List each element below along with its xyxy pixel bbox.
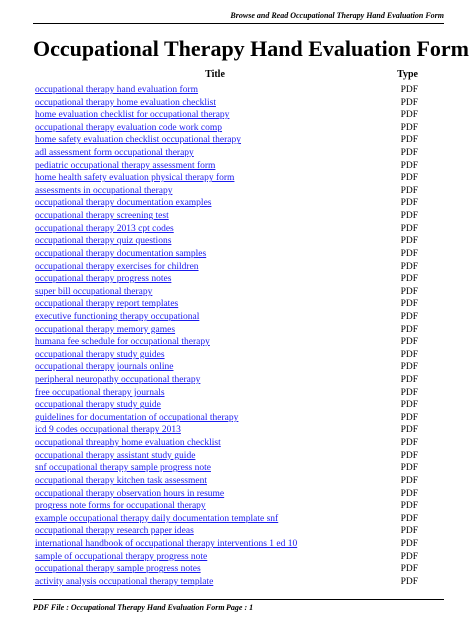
document-link[interactable]: occupational therapy observation hours in resume	[35, 488, 225, 499]
table-row	[35, 134, 418, 147]
document-link[interactable]: occupational therapy research paper ideas	[35, 526, 194, 537]
document-type: PDF	[400, 576, 418, 587]
table-row	[35, 172, 418, 185]
header-running-title: Browse and Read Occupational Therapy Hand Evaluation Form	[230, 11, 444, 20]
table-row	[35, 248, 418, 261]
document-type: PDF	[400, 362, 418, 373]
document-type: PDF	[400, 400, 418, 411]
document-type: PDF	[400, 425, 418, 436]
table-row	[35, 513, 418, 526]
document-link[interactable]: occupational therapy assistant study guide	[35, 450, 196, 461]
document-type: PDF	[400, 148, 418, 159]
table-row	[35, 311, 418, 324]
document-type: PDF	[400, 85, 418, 95]
table-row	[35, 538, 418, 551]
document-type: PDF	[400, 564, 418, 575]
document-link[interactable]: occupational therapy evaluation code work comp	[35, 122, 223, 133]
document-link[interactable]: humana fee schedule for occupational therapy	[35, 337, 210, 348]
table-row	[35, 349, 418, 362]
footer-page-label: Page : 1	[226, 603, 254, 612]
header-rule	[33, 23, 444, 24]
table-row	[35, 122, 418, 135]
document-type: PDF	[400, 324, 418, 335]
document-link[interactable]: occupational therapy memory games	[35, 324, 176, 335]
document-link[interactable]: example occupational therapy daily documentation template snf	[35, 513, 279, 524]
table-rows	[35, 84, 418, 588]
document-table	[35, 67, 418, 588]
document-link[interactable]: snf occupational therapy sample progress note	[35, 463, 211, 474]
table-row	[35, 551, 418, 564]
document-link[interactable]: activity analysis occupational therapy template	[35, 576, 214, 587]
document-link[interactable]: adl assessment form occupational therapy	[35, 148, 194, 159]
table-row	[35, 286, 418, 299]
table-header	[35, 67, 418, 81]
document-type: PDF	[400, 412, 418, 423]
table-row	[35, 450, 418, 463]
document-type: PDF	[400, 551, 418, 562]
document-type: PDF	[400, 501, 418, 512]
document-link[interactable]: guidelines for documentation of occupational therapy	[35, 412, 239, 423]
table-row	[35, 399, 418, 412]
table-row	[35, 197, 418, 210]
document-link[interactable]: executive functioning therapy occupational	[35, 311, 200, 322]
table-row	[35, 488, 418, 501]
table-row	[35, 437, 418, 450]
document-type: PDF	[400, 185, 418, 196]
document-type: PDF	[400, 337, 418, 348]
document-link[interactable]: pediatric occupational therapy assessment form	[35, 160, 216, 171]
document-type: PDF	[400, 538, 418, 549]
document-link[interactable]: occupational therapy exercises for children	[35, 261, 199, 272]
table-row	[35, 185, 418, 198]
table-row	[35, 147, 418, 160]
document-link[interactable]: icd 9 codes occupational therapy 2013	[35, 425, 181, 436]
table-row	[35, 109, 418, 122]
document-link[interactable]: occupational therapy screening test	[35, 211, 169, 222]
table-row	[35, 324, 418, 337]
document-type: PDF	[400, 97, 418, 108]
table-row	[35, 462, 418, 475]
table-row	[35, 210, 418, 223]
document-link[interactable]: progress note forms for occupational therapy	[35, 501, 206, 512]
document-type: PDF	[400, 286, 418, 297]
table-row	[35, 475, 418, 488]
document-link[interactable]: home health safety evaluation physical therapy form	[35, 173, 235, 184]
table-row	[35, 387, 418, 400]
document-link[interactable]: occupational therapy journals online	[35, 362, 174, 373]
document-link[interactable]: home safety evaluation checklist occupational therapy	[35, 135, 242, 146]
document-type: PDF	[400, 311, 418, 322]
document-link[interactable]: occupational therapy 2013 cpt codes	[35, 223, 174, 234]
table-row	[35, 412, 418, 425]
document-type: PDF	[400, 274, 418, 285]
document-type: PDF	[400, 463, 418, 474]
document-type: PDF	[400, 122, 418, 133]
document-type: PDF	[400, 450, 418, 461]
table-row	[35, 374, 418, 387]
document-link[interactable]: occupational therapy sample progress notes	[35, 564, 201, 575]
document-type: PDF	[400, 223, 418, 234]
document-type: PDF	[400, 475, 418, 486]
document-type: PDF	[400, 375, 418, 386]
document-type: PDF	[400, 438, 418, 449]
table-row	[35, 223, 418, 236]
table-row	[35, 261, 418, 274]
document-link[interactable]: sample of occupational therapy progress note	[35, 551, 208, 562]
document-link[interactable]: occupational therapy quiz questions	[35, 236, 172, 247]
document-type: PDF	[400, 198, 418, 209]
document-type: PDF	[400, 173, 418, 184]
column-header-type: Type	[397, 69, 418, 80]
table-row	[35, 97, 418, 110]
document-link[interactable]: home evaluation checklist for occupational therapy	[35, 110, 230, 121]
document-type: PDF	[400, 110, 418, 121]
table-row	[35, 576, 418, 589]
document-link[interactable]: occupational therapy study guides	[35, 349, 165, 360]
document-link[interactable]: occupational therapy hand evaluation form	[35, 85, 199, 95]
document-type: PDF	[400, 387, 418, 398]
document-link[interactable]: occupational therapy home evaluation checklist	[35, 97, 216, 108]
page-title: Occupational Therapy Hand Evaluation Form	[33, 36, 469, 61]
document-link[interactable]: occupational therapy progress notes	[35, 274, 172, 285]
document-type: PDF	[400, 299, 418, 310]
document-type: PDF	[400, 236, 418, 247]
document-type: PDF	[400, 349, 418, 360]
document-link[interactable]: occupational therapy documentation examples	[35, 198, 212, 209]
document-type: PDF	[400, 211, 418, 222]
document-link[interactable]: occupational therapy documentation samples	[35, 248, 207, 259]
document-type: PDF	[400, 160, 418, 171]
table-row	[35, 160, 418, 173]
column-header-title: Title	[205, 69, 225, 80]
document-link[interactable]: free occupational therapy journals	[35, 387, 165, 398]
document-type: PDF	[400, 135, 418, 146]
document-type: PDF	[400, 248, 418, 259]
table-row	[35, 500, 418, 513]
table-row	[35, 298, 418, 311]
document-link[interactable]: assessments in occupational therapy	[35, 185, 173, 196]
document-type: PDF	[400, 526, 418, 537]
table-row	[35, 235, 418, 248]
document-link[interactable]: peripheral neuropathy occupational therapy	[35, 375, 201, 386]
document-type: PDF	[400, 488, 418, 499]
footer-rule	[33, 599, 444, 600]
document-link[interactable]: super bill occupational therapy	[35, 286, 153, 297]
document-link[interactable]: occupational therapy report templates	[35, 299, 179, 310]
table-row	[35, 563, 418, 576]
table-row	[35, 361, 418, 374]
document-type: PDF	[400, 261, 418, 272]
table-row	[35, 273, 418, 286]
document-link[interactable]: occupational therapy kitchen task assessment	[35, 475, 208, 486]
document-link[interactable]: occupational threaphy home evaluation checklist	[35, 438, 221, 449]
document-link[interactable]: international handbook of occupational therapy interventions 1 ed 10	[35, 538, 298, 549]
footer-file-label: PDF File : Occupational Therapy Hand Evaluation Form	[33, 603, 225, 612]
table-row	[35, 84, 418, 97]
document-type: PDF	[400, 513, 418, 524]
document-link[interactable]: occupational therapy study guide	[35, 400, 161, 411]
table-row	[35, 525, 418, 538]
table-row	[35, 336, 418, 349]
table-row	[35, 424, 418, 437]
